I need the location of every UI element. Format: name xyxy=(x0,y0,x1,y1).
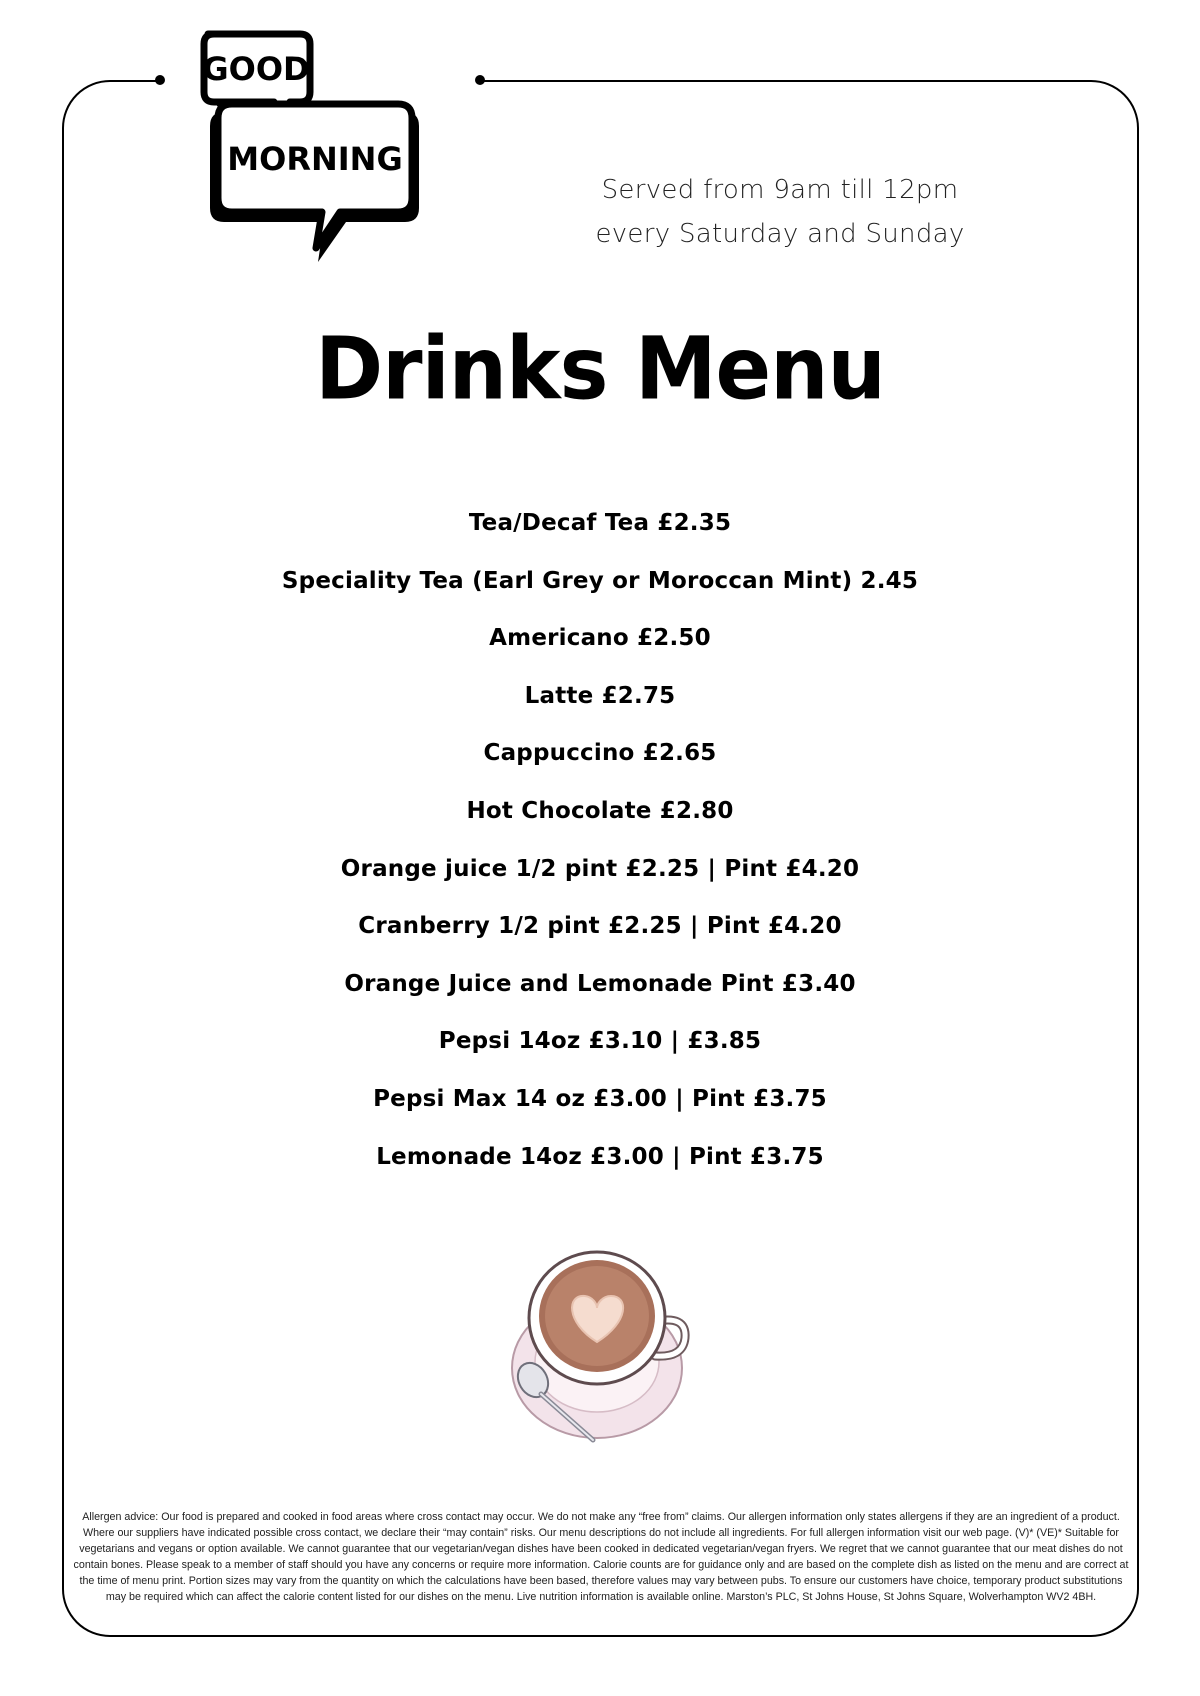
border-dot-right xyxy=(475,75,485,85)
page-title: Drinks Menu xyxy=(315,319,885,420)
logo-good-text: GOOD xyxy=(202,50,310,88)
drink-item: Americano £2.50 xyxy=(489,625,711,652)
drinks-list xyxy=(100,503,1100,1194)
serving-times xyxy=(560,168,1000,256)
drink-item: Tea/Decaf Tea £2.35 xyxy=(468,510,732,536)
good-morning-logo xyxy=(200,30,445,265)
drink-item: Orange Juice and Lemonade Pint £3.40 xyxy=(344,970,856,997)
coffee-cup-icon xyxy=(505,1230,705,1450)
drink-item: Hot Chocolate £2.80 xyxy=(466,797,734,824)
allergen-advice: Allergen advice: Our food is prepared and cooked in food areas where cross contact may occur. We do not make any “free from” claims. Our allergen information only states allergens if they are an ingredient of a product. Where our suppliers have indicated possible cross contact, we declare their “may contain” risks. Our menu descriptions do not include all ingredients. For full allergen information visit our web page. (V)* (VE)* Suitable for vegetarians and vegans or option available. We cannot guarantee that our vegetarian/vegan dishes have been cooked in dedicated vegetarian/vegan fryers. We regret that we cannot guarantee that our meat dishes do not contain bones. Please speak to a member of staff should you have any concerns or require more information. Calorie counts are for guidance only and are based on the complete dish as listed on the menu and are correct at the time of menu print. Portion sizes may vary from the quantity on which the calculations have been based, therefore values may vary between pubs. To ensure our customers have choice, temporary product substitutions may be required which can affect the calorie content listed for our dishes on the menu. Live nutrition information is available online. Marston’s PLC, St Johns House, St Johns Square, Wolverhampton WV2 4BH. xyxy=(73,1511,1129,1603)
drink-item: Cranberry 1/2 pint £2.25 | Pint £4.20 xyxy=(358,913,842,940)
serving-times-line-2: every Saturday and Sunday xyxy=(595,219,965,249)
drink-item: Pepsi Max 14 oz £3.00 | Pint £3.75 xyxy=(373,1085,827,1112)
drink-item: Cappuccino £2.65 xyxy=(483,740,717,767)
logo-morning-text: MORNING xyxy=(227,140,403,178)
drink-item: Lemonade 14oz £3.00 | Pint £3.75 xyxy=(376,1143,824,1170)
drink-item: Speciality Tea (Earl Grey or Moroccan Mint) 2.45 xyxy=(281,567,919,594)
border-dot-left xyxy=(155,75,165,85)
drink-item: Orange juice 1/2 pint £2.25 | Pint £4.20 xyxy=(340,855,860,882)
serving-times-line-1: Served from 9am till 12pm xyxy=(601,175,959,205)
drink-item: Pepsi 14oz £3.10 | £3.85 xyxy=(438,1028,762,1055)
drink-item: Latte £2.75 xyxy=(524,682,676,709)
